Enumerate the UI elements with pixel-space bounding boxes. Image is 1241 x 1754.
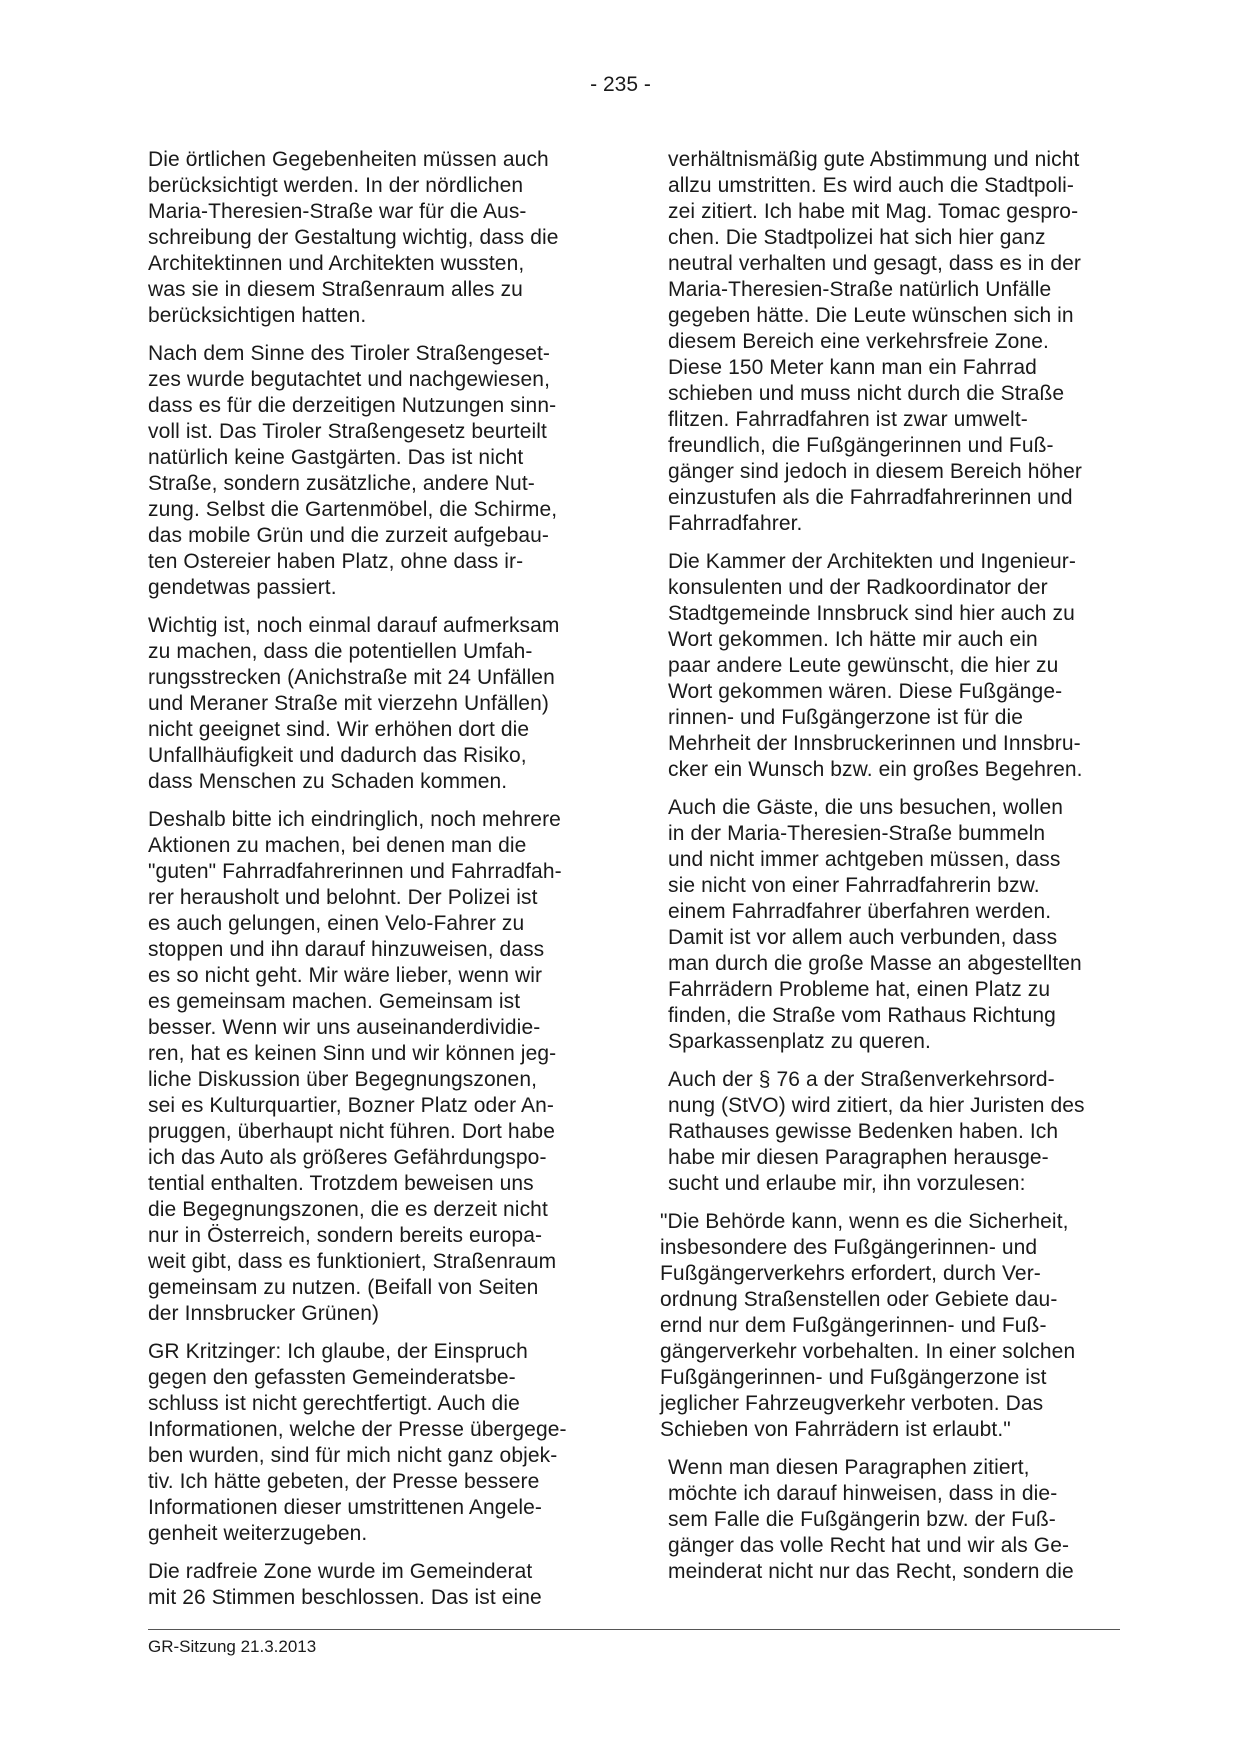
text-line: schreibung der Gestaltung wichtig, dass die [148,226,559,249]
text-line: ben wurden, sind für mich nicht ganz objek- [148,1444,558,1467]
text-line: einem Fahrradfahrer überfahren werden. [668,900,1052,923]
footer-session-date: GR-Sitzung 21.3.2013 [148,1637,317,1656]
text-line: "guten" Fahrradfahrerinnen und Fahrradfah- [148,860,562,883]
text-line: Fahrrädern Probleme hat, einen Platz zu [668,978,1051,1001]
text-line: GR Kritzinger: Ich glaube, der Einspruch [148,1340,528,1363]
text-line: chen. Die Stadtpolizei hat sich hier ganz [668,226,1046,249]
text-line: was sie in diesem Straßenraum alles zu [148,278,523,301]
text-line: allzu umstritten. Es wird auch die Stadtpoli- [668,174,1075,197]
text-line: Diese 150 Meter kann man ein Fahrrad [668,356,1037,379]
page-number: - 235 - [590,73,651,96]
text-line: einzustufen als die Fahrradfahrerinnen und [668,486,1073,509]
paragraph [668,549,1130,783]
text-line: zung. Selbst die Gartenmöbel, die Schirme, [148,498,558,521]
text-line: liche Diskussion über Begegnungszonen, [148,1068,538,1091]
text-line: freundlich, die Fußgängerinnen und Fuß- [668,434,1054,457]
text-line: sei es Kulturquartier, Bozner Platz oder An- [148,1094,554,1117]
text-line: rinnen- und Fußgängerzone ist für die [668,706,1024,729]
text-line: tential enthalten. Trotzdem beweisen uns [148,1172,534,1195]
text-line: Schieben von Fahrrädern ist erlaubt." [660,1418,1011,1441]
text-line: Wichtig ist, noch einmal darauf aufmerksam [148,614,560,637]
text-line: Mehrheit der Innsbruckerinnen und Innsbru- [668,732,1081,755]
text-line: schieben und muss nicht durch die Straße [668,382,1065,405]
text-line: Fußgängerinnen- und Fußgängerzone ist [660,1366,1047,1389]
text-line: sucht und erlaube mir, ihn vorzulesen: [668,1172,1026,1195]
text-line: paar andere Leute gewünscht, die hier zu [668,654,1059,677]
text-line: cker ein Wunsch bzw. ein großes Begehren. [668,758,1083,781]
text-line: es auch gelungen, einen Velo-Fahrer zu [148,912,525,935]
text-line: Unfallhäufigkeit und dadurch das Risiko, [148,744,527,767]
text-line: finden, die Straße vom Rathaus Richtung [668,1004,1056,1027]
text-line: sem Falle die Fußgängerin bzw. der Fuß- [668,1508,1056,1531]
text-line: Nach dem Sinne des Tiroler Straßengeset- [148,342,551,365]
text-line: stoppen und ihn darauf hinzuweisen, dass [148,938,545,961]
paragraph [148,613,610,795]
text-line: Wort gekommen. Ich hätte mir auch ein [668,628,1038,651]
paragraph [668,1455,1130,1585]
text-line: es gemeinsam machen. Gemeinsam ist [148,990,521,1013]
text-line: flitzen. Fahrradfahren ist zwar umwelt- [668,408,1028,431]
text-line: sie nicht von einer Fahrradfahrerin bzw. [668,874,1040,897]
text-line: Informationen dieser umstrittenen Angele- [148,1496,542,1519]
text-line: besser. Wenn wir uns auseinanderdividie- [148,1016,541,1039]
text-line: in der Maria-Theresien-Straße bummeln [668,822,1046,845]
text-line: zes wurde begutachtet und nachgewiesen, [148,368,551,391]
text-line: Fahrradfahrer. [668,512,803,535]
text-line: Wenn man diesen Paragraphen zitiert, [668,1456,1030,1479]
text-line: berücksichtigt werden. In der nördlichen [148,174,524,197]
text-line: Sparkassenplatz zu queren. [668,1030,931,1053]
text-line: die Begegnungszonen, die es derzeit nicht [148,1198,548,1221]
text-line: Rathauses gewisse Bedenken haben. Ich [668,1120,1059,1143]
text-line: diesem Bereich eine verkehrsfreie Zone. [668,330,1049,353]
text-line: Auch die Gäste, die uns besuchen, wollen [668,796,1064,819]
text-line: insbesondere des Fußgängerinnen- und [660,1236,1038,1259]
text-line: möchte ich darauf hinweisen, dass in die- [668,1482,1058,1505]
text-line: und nicht immer achtgeben müssen, dass [668,848,1061,871]
text-line: meinderat nicht nur das Recht, sondern die [668,1560,1074,1583]
text-line: nur in Österreich, sondern bereits europa- [148,1224,543,1247]
text-line: und Meraner Straße mit vierzehn Unfällen) [148,692,549,715]
text-line: Die radfreie Zone wurde im Gemeinderat [148,1560,533,1583]
text-line: dass es für die derzeitigen Nutzungen sinn- [148,394,557,417]
text-line: gegeben hätte. Die Leute wünschen sich in [668,304,1074,327]
paragraph [148,1559,610,1611]
text-line: natürlich keine Gastgärten. Das ist nicht [148,446,524,469]
text-line: Fußgängerverkehrs erfordert, durch Ver- [660,1262,1041,1285]
text-line: schluss ist nicht gerechtfertigt. Auch die [148,1392,520,1415]
text-line: "Die Behörde kann, wenn es die Sicherheit, [660,1210,1069,1233]
text-line: Stadtgemeinde Innsbruck sind hier auch zu [668,602,1075,625]
text-line: Straße, sondern zusätzliche, andere Nut- [148,472,535,495]
text-line: dass Menschen zu Schaden kommen. [148,770,508,793]
right-column [660,147,1130,1597]
text-line: ernd nur dem Fußgängerinnen- und Fuß- [660,1314,1047,1337]
text-line: habe mir diesen Paragraphen herausge- [668,1146,1049,1169]
paragraph [660,1209,1130,1443]
text-line: ordnung Straßenstellen oder Gebiete dau- [660,1288,1058,1311]
text-line: gänger das volle Recht hat und wir als Ge- [668,1534,1070,1557]
text-line: berücksichtigen hatten. [148,304,367,327]
text-line: Informationen, welche der Presse übergege- [148,1418,567,1441]
text-line: Auch der § 76 a der Straßenverkehrsord- [668,1068,1055,1091]
text-line: der Innsbrucker Grünen) [148,1302,380,1325]
text-line: ren, hat es keinen Sinn und wir können jeg- [148,1042,557,1065]
paragraph [148,147,610,329]
text-line: ten Ostereier haben Platz, ohne dass ir- [148,550,524,573]
paragraph [148,807,610,1327]
text-line: nung (StVO) wird zitiert, da hier Juristen des [668,1094,1085,1117]
text-line: gegen den gefassten Gemeinderatsbe- [148,1366,516,1389]
text-line: das mobile Grün und die zurzeit aufgebau- [148,524,550,547]
text-line: Maria-Theresien-Straße war für die Aus- [148,200,527,223]
text-line: mit 26 Stimmen beschlossen. Das ist eine [148,1586,542,1609]
text-line: Deshalb bitte ich eindringlich, noch mehrere [148,808,561,831]
text-line: Architektinnen und Architekten wussten, [148,252,525,275]
text-line: man durch die große Masse an abgestellten [668,952,1082,975]
text-line: Wort gekommen wären. Diese Fußgänge- [668,680,1063,703]
paragraph [148,1339,610,1547]
text-line: neutral verhalten und gesagt, dass es in der [668,252,1081,275]
text-line: Aktionen zu machen, bei denen man die [148,834,527,857]
paragraph [668,147,1130,537]
text-line: tiv. Ich hätte gebeten, der Presse bessere [148,1470,540,1493]
text-line: jeglicher Fahrzeugverkehr verboten. Das [660,1392,1044,1415]
text-line: pruggen, überhaupt nicht führen. Dort habe [148,1120,555,1143]
text-line: rer herausholt und belohnt. Der Polizei ist [148,886,538,909]
text-line: zu machen, dass die potentiellen Umfah- [148,640,533,663]
paragraph [148,341,610,601]
text-line: Maria-Theresien-Straße natürlich Unfälle [668,278,1052,301]
text-line: gängerverkehr vorbehalten. In einer solchen [660,1340,1076,1363]
text-line: Damit ist vor allem auch verbunden, dass [668,926,1058,949]
left-column [148,147,610,1623]
text-line: zei zitiert. Ich habe mit Mag. Tomac gespro- [668,200,1079,223]
paragraph [668,795,1130,1055]
text-line: gendetwas passiert. [148,576,337,599]
paragraph [668,1067,1130,1197]
text-line: konsulenten und der Radkoordinator der [668,576,1048,599]
text-line: es so nicht geht. Mir wäre lieber, wenn wir [148,964,543,987]
text-line: gemeinsam zu nutzen. (Beifall von Seiten [148,1276,539,1299]
text-line: rungsstrecken (Anichstraße mit 24 Unfällen [148,666,555,689]
text-line: ich das Auto als größeres Gefährdungspo- [148,1146,547,1169]
text-line: gänger sind jedoch in diesem Bereich höher [668,460,1082,483]
text-line: nicht geeignet sind. Wir erhöhen dort die [148,718,530,741]
text-line: Die Kammer der Architekten und Ingenieur- [668,550,1076,573]
text-line: genheit weiterzugeben. [148,1522,368,1545]
text-line: Die örtlichen Gegebenheiten müssen auch [148,148,549,171]
text-line: verhältnismäßig gute Abstimmung und nicht [668,148,1080,171]
text-line: weit gibt, dass es funktioniert, Straßenraum [148,1250,557,1273]
text-line: voll ist. Das Tiroler Straßengesetz beurteilt [148,420,547,443]
footer-divider [148,1629,1120,1630]
